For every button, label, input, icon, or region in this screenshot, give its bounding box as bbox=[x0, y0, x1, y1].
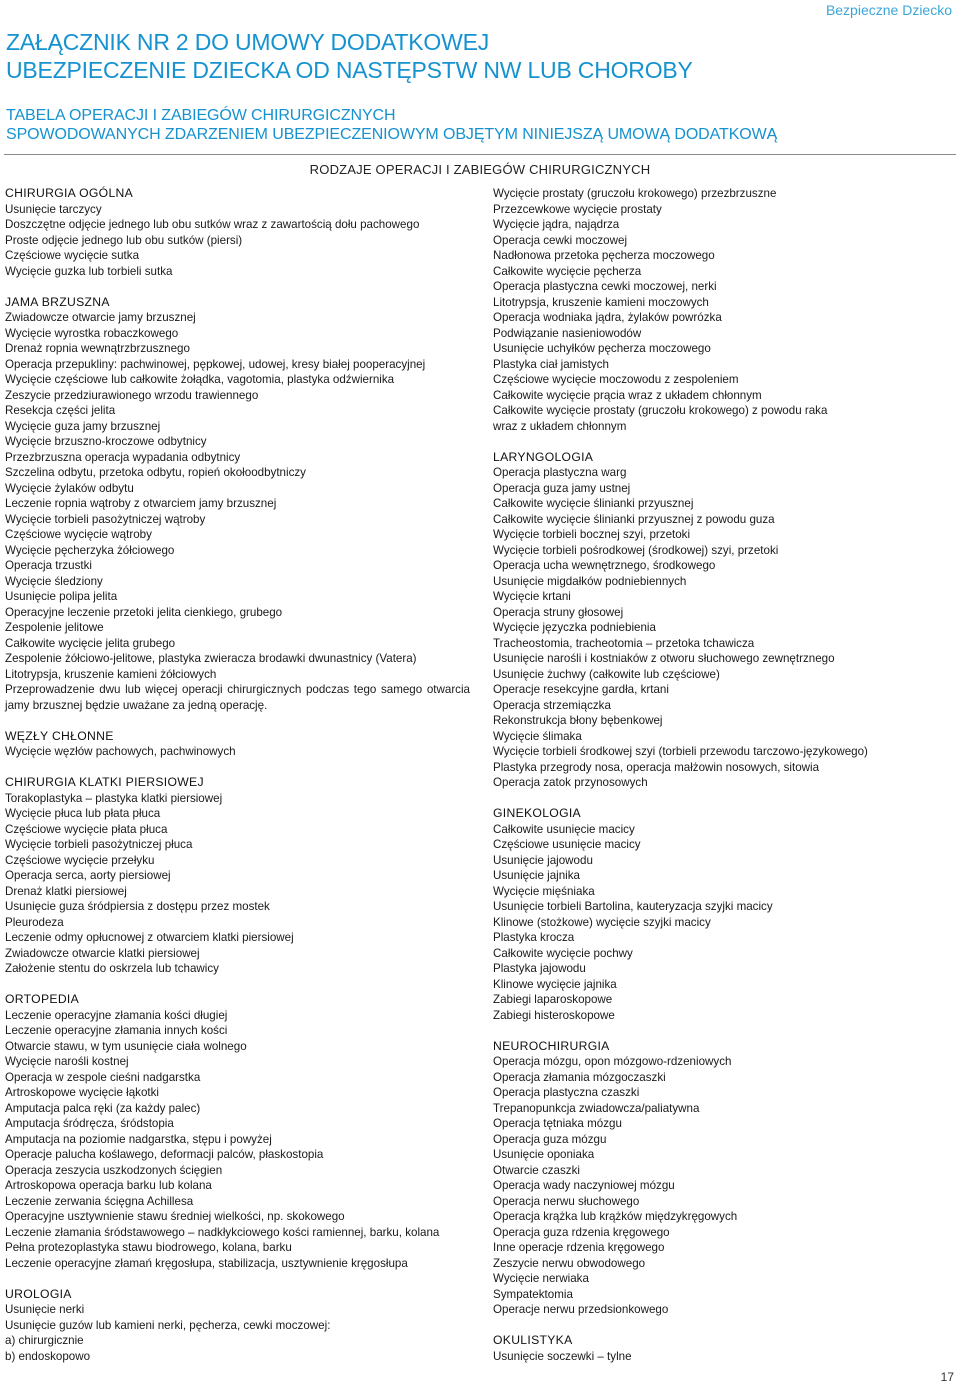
procedure-item: Wycięcie guzka lub torbieli sutka bbox=[5, 264, 173, 278]
procedure-item: Wycięcie wyrostka robaczkowego bbox=[5, 326, 179, 340]
procedure-list bbox=[5, 1008, 470, 1272]
procedure-item: Usunięcie soczewki – tylne bbox=[493, 1349, 632, 1363]
procedure-item: Wycięcie częściowe lub całkowite żołądka, vagotomia, plastyka odźwiernika bbox=[5, 373, 395, 386]
procedure-item: Inne operacje rdzenia kręgowego bbox=[493, 1241, 665, 1254]
section-title: LARYNGOLOGIA bbox=[493, 449, 594, 464]
procedure-item: wraz z układem chłonnym bbox=[493, 419, 627, 433]
section-title: OKULISTYKA bbox=[493, 1333, 573, 1347]
procedure-list bbox=[493, 1054, 933, 1318]
procedure-item: Operacja cewki moczowej bbox=[493, 233, 628, 247]
procedure-item: Operacja guza rdzenia kręgowego bbox=[493, 1225, 670, 1239]
procedure-item: Operacja zatok przynosowych bbox=[493, 776, 648, 789]
procedure-item: b) endoskopowo bbox=[5, 1349, 91, 1363]
procedure-item: Wycięcie krtani bbox=[493, 590, 571, 603]
procedure-item: Sympatektomia bbox=[493, 1287, 573, 1301]
procedure-item: Drenaż ropnia wewnątrzbrzusznego bbox=[5, 342, 190, 355]
subtitle-line: SPOWODOWANYCH ZDARZENIEM UBEZPIECZENIOWYM OBJĘTYM NINIEJSZĄ UMOWĄ DODATKOWĄ bbox=[6, 126, 778, 143]
procedure-item: Operacja wodniaka jądra, żylaków powrózka bbox=[493, 311, 722, 324]
procedure-item: Zwiadowcze otwarcie jamy brzusznej bbox=[5, 311, 196, 324]
procedure-item: Plastyka krocza bbox=[493, 931, 575, 944]
section-neurochirurgia bbox=[493, 1039, 933, 1318]
procedure-item: Leczenie operacyjne złamania kości długiej bbox=[5, 1008, 228, 1022]
section-title: WĘZŁY CHŁONNE bbox=[5, 728, 114, 743]
procedure-list bbox=[5, 310, 470, 682]
procedure-item: Operacje resekcyjne gardła, krtani bbox=[493, 683, 669, 696]
document-title bbox=[6, 28, 826, 84]
section-title: NEUROCHIRURGIA bbox=[493, 1038, 610, 1053]
procedure-list bbox=[5, 744, 470, 760]
procedure-item: Usunięcie guzów lub kamieni nerki, pęcherza, cewki moczowej: bbox=[5, 1318, 331, 1332]
procedure-item: Operacja mózgu, opon mózgowo-rdzeniowych bbox=[493, 1055, 732, 1068]
procedure-item: Otwarcie stawu, w tym usunięcie ciała wolnego bbox=[5, 1039, 247, 1053]
procedure-item: Klinowe wycięcie jajnika bbox=[493, 977, 617, 991]
procedure-list bbox=[5, 791, 470, 977]
section-urologia bbox=[5, 1287, 470, 1365]
procedure-item: Trepanopunkcja zwiadowcza/paliatywna bbox=[493, 1101, 700, 1115]
procedure-item: Operacja wady naczyniowej mózgu bbox=[493, 1179, 675, 1192]
procedure-item: Całkowite wycięcie pęcherza bbox=[493, 264, 642, 278]
procedure-item: Operacja strzemiączka bbox=[493, 698, 611, 712]
procedure-item: Amputacja śródręcza, śródstopia bbox=[5, 1117, 174, 1130]
section-title: CHIRURGIA OGÓLNA bbox=[5, 186, 134, 200]
subtitle-line: TABELA OPERACJI I ZABIEGÓW CHIRURGICZNYCH bbox=[6, 107, 396, 124]
procedure-list bbox=[5, 1302, 470, 1364]
procedure-item: Wycięcie torbieli bocznej szyi, przetoki bbox=[493, 528, 691, 541]
table-subtitle bbox=[6, 106, 906, 144]
procedure-item: Operacyjne leczenie przetoki jelita cienkiego, grubego bbox=[5, 605, 283, 619]
procedure-item: Nadłonowa przetoka pęcherza moczowego bbox=[493, 249, 715, 262]
procedure-item: Usunięcie jajowodu bbox=[493, 853, 593, 867]
procedure-item: Resekcja części jelita bbox=[5, 404, 116, 417]
procedure-item: Wycięcie torbieli środkowej szyi (torbieli przewodu tarczowo-językowego) bbox=[493, 745, 868, 758]
procedure-item: Zeszycie nerwu obwodowego bbox=[493, 1256, 646, 1270]
procedure-item: Podwiązanie nasieniowodów bbox=[493, 326, 642, 340]
procedure-item: Operacja tętniaka mózgu bbox=[493, 1117, 622, 1130]
procedure-item: Wycięcie torbieli pasożytniczej wątroby bbox=[5, 512, 206, 526]
procedure-item: Usunięcie tarczycy bbox=[5, 202, 102, 216]
procedure-item: Klinowe (stożkowe) wycięcie szyjki macicy bbox=[493, 915, 711, 929]
procedure-item: Wycięcie brzuszno-kroczowe odbytnicy bbox=[5, 435, 207, 448]
procedure-item: Przezbrzuszna operacja wypadania odbytnicy bbox=[5, 450, 241, 464]
procedure-list bbox=[493, 822, 933, 1024]
procedure-item: Litotrypsja, kruszenie kamieni żółciowych bbox=[5, 667, 217, 681]
procedure-item: Operacja struny głosowej bbox=[493, 605, 624, 619]
procedure-item: Całkowite wycięcie ślinianki przyusznej z powodu guza bbox=[493, 512, 775, 526]
procedure-item: Amputacja palca ręki (za każdy palec) bbox=[5, 1101, 201, 1115]
procedure-item: Leczenie operacyjne złamania innych kości bbox=[5, 1024, 228, 1037]
procedure-item: Usunięcie jajnika bbox=[493, 869, 580, 882]
procedure-item: Leczenie ropnia wątroby z otwarciem jamy brzusznej bbox=[5, 497, 277, 510]
procedure-item: Zespolenie jelitowe bbox=[5, 621, 104, 634]
page-number: 17 bbox=[940, 1370, 954, 1384]
procedure-item: Operacje palucha koślawego, deformacji palców, płaskostopia bbox=[5, 1148, 324, 1161]
procedure-item: Usunięcie oponiaka bbox=[493, 1148, 595, 1161]
section-laryngologia bbox=[493, 450, 933, 791]
procedure-item: Operacyjne usztywnienie stawu średniej wielkości, np. skokowego bbox=[5, 1210, 345, 1223]
procedure-item: Usunięcie polipa jelita bbox=[5, 590, 118, 603]
procedure-item: Litotrypsja, kruszenie kamieni moczowych bbox=[493, 295, 709, 309]
procedure-item: Częściowe wycięcie płata płuca bbox=[5, 822, 168, 836]
title-line: ZAŁĄCZNIK NR 2 DO UMOWY DODATKOWEJ bbox=[6, 29, 490, 55]
procedure-item: Usunięcie guza śródpiersia z dostępu przez mostek bbox=[5, 900, 270, 913]
procedure-item: Całkowite usunięcie macicy bbox=[493, 822, 635, 836]
procedure-item: Operacja trzustki bbox=[5, 559, 92, 572]
procedure-item: Usunięcie narośli i kostniaków z otworu słuchowego zewnętrznego bbox=[493, 652, 835, 665]
procedure-item: Operacja plastyczna cewki moczowej, nerki bbox=[493, 280, 717, 293]
procedure-item: Usunięcie uchyłków pęcherza moczowego bbox=[493, 342, 711, 355]
procedure-item: Wycięcie guza jamy brzusznej bbox=[5, 419, 161, 433]
procedure-list bbox=[493, 186, 933, 434]
procedure-item: Wycięcie ślimaka bbox=[493, 729, 582, 743]
procedure-item: Zabiegi laparoskopowe bbox=[493, 993, 613, 1006]
section-title: UROLOGIA bbox=[5, 1286, 72, 1301]
procedure-item: Wycięcie narośli kostnej bbox=[5, 1055, 129, 1068]
title-line: UBEZPIECZENIE DZIECKA OD NASTĘPSTW NW LUB CHOROBY bbox=[6, 57, 693, 83]
section-okulistyka bbox=[493, 1333, 933, 1364]
procedure-item: Częściowe wycięcie moczowodu z zespoleniem bbox=[493, 373, 739, 386]
procedure-item: Doszczętne odjęcie jednego lub obu sutków wraz z zawartością dołu pachowego bbox=[5, 218, 420, 231]
procedure-list bbox=[493, 465, 933, 791]
procedure-item: Całkowite wycięcie ślinianki przyusznej bbox=[493, 497, 694, 510]
procedure-item: Zespolenie żółciowo-jelitowe, plastyka zwieracza brodawki dwunastnicy (Vatera) bbox=[5, 652, 417, 665]
procedure-item: Częściowe wycięcie wątroby bbox=[5, 528, 152, 541]
procedure-item: Usunięcie migdałków podniebiennych bbox=[493, 574, 687, 588]
procedure-item: Wycięcie mięśniaka bbox=[493, 884, 595, 898]
procedure-item: Częściowe usunięcie macicy bbox=[493, 838, 641, 851]
section-ginekologia bbox=[493, 806, 933, 1023]
section-wezly-chlonne bbox=[5, 729, 470, 760]
procedure-item: Proste odjęcie jednego lub obu sutków (piersi) bbox=[5, 233, 243, 247]
procedure-item: Artroskopowe wycięcie łąkotki bbox=[5, 1086, 159, 1099]
procedure-item: Operacja ucha wewnętrznego, środkowego bbox=[493, 559, 716, 572]
procedure-item: Wycięcie żylaków odbytu bbox=[5, 481, 134, 495]
section-title: CHIRURGIA KLATKI PIERSIOWEJ bbox=[5, 775, 204, 789]
procedure-item: Amputacja na poziomie nadgarstka, stępu i powyżej bbox=[5, 1132, 272, 1146]
procedure-item: Leczenie zerwania ścięgna Achillesa bbox=[5, 1194, 194, 1208]
section-jama-brzuszna bbox=[5, 295, 470, 714]
procedure-list bbox=[5, 202, 470, 280]
procedure-item: Operacja guza jamy ustnej bbox=[493, 481, 631, 495]
procedure-item: Otwarcie czaszki bbox=[493, 1163, 580, 1177]
brand-label: Bezpieczne Dziecko bbox=[825, 2, 952, 18]
procedure-item: Całkowite wycięcie jelita grubego bbox=[5, 636, 176, 650]
procedure-item: Wycięcie torbieli pasożytniczej płuca bbox=[5, 838, 193, 851]
procedure-item: Wycięcie jądra, najądrza bbox=[493, 218, 620, 231]
procedure-item: Wycięcie węzłów pachowych, pachwinowych bbox=[5, 745, 236, 758]
procedure-item: Drenaż klatki piersiowej bbox=[5, 884, 127, 898]
procedure-item: Częściowe wycięcie sutka bbox=[5, 249, 140, 262]
procedure-item: Operacja serca, aorty piersiowej bbox=[5, 869, 171, 882]
procedure-item: Wycięcie pęcherzyka żółciowego bbox=[5, 543, 175, 557]
procedure-item: Częściowe wycięcie przełyku bbox=[5, 853, 155, 867]
procedure-item: Plastyka jajowodu bbox=[493, 962, 586, 975]
procedure-item: Założenie stentu do oskrzela lub tchawicy bbox=[5, 962, 219, 975]
procedure-item: Wycięcie nerwiaka bbox=[493, 1272, 589, 1285]
procedure-item: Usunięcie torbieli Bartolina, kauteryzacja szyjki macicy bbox=[493, 900, 773, 913]
procedure-item: Usunięcie nerki bbox=[5, 1303, 85, 1316]
procedure-item: Operacja w zespole cieśni nadgarstka bbox=[5, 1070, 201, 1084]
procedure-item: Operacja nerwu słuchowego bbox=[493, 1194, 640, 1208]
procedure-item: Leczenie złamania śródstawowego – nadkłykciowego kości ramiennej, barku, kolana bbox=[5, 1225, 440, 1239]
procedure-item: Wycięcie prostaty (gruczołu krokowego) przezbrzuszne bbox=[493, 187, 777, 200]
section-title: GINEKOLOGIA bbox=[493, 806, 581, 820]
section-note: Przeprowadzenie dwu lub więcej operacji chirurgicznych podczas tego samego otwarcia jamy brzusznej będzie uważane za jedną operację. bbox=[5, 683, 470, 712]
procedure-item: Operacja plastyczna czaszki bbox=[493, 1086, 640, 1099]
procedure-item: Wycięcie języczka podniebienia bbox=[493, 621, 656, 634]
left-column bbox=[5, 186, 470, 1380]
procedure-list bbox=[493, 1349, 933, 1365]
procedure-item: Operacja krążka lub krążków międzykręgowych bbox=[493, 1210, 738, 1223]
procedure-item: Rekonstrukcja błony bębenkowej bbox=[493, 714, 663, 727]
procedure-item: Operacje nerwu przedsionkowego bbox=[493, 1303, 669, 1316]
procedure-item: Przezcewkowe wycięcie prostaty bbox=[493, 202, 662, 216]
procedure-item: Operacja przepukliny: pachwinowej, pępkowej, udowej, kresy białej pooperacyjnej bbox=[5, 357, 426, 371]
section-title: ORTOPEDIA bbox=[5, 992, 80, 1006]
procedure-item: Pełna protezoplastyka stawu biodrowego, kolana, barku bbox=[5, 1241, 292, 1254]
section-chirurgia-klatki-piersiowej bbox=[5, 775, 470, 977]
procedure-item: Tracheostomia, tracheotomia – przetoka tchawicza bbox=[493, 636, 755, 650]
procedure-item: Zeszycie przedziurawionego wrzodu trawiennego bbox=[5, 388, 259, 402]
procedure-item: Operacja zeszycia uszkodzonych ścięgien bbox=[5, 1163, 223, 1177]
section-continued bbox=[493, 186, 933, 434]
procedure-item: Operacja złamania mózgoczaszki bbox=[493, 1070, 666, 1084]
right-column bbox=[493, 186, 933, 1380]
section-chirurgia-ogolna bbox=[5, 186, 470, 279]
procedure-item: Zwiadowcze otwarcie klatki piersiowej bbox=[5, 946, 200, 960]
procedure-item: Wycięcie śledziony bbox=[5, 574, 103, 588]
column-heading: RODZAJE OPERACJI I ZABIEGÓW CHIRURGICZNYCH bbox=[309, 162, 651, 177]
procedure-item: Artroskopowa operacja barku lub kolana bbox=[5, 1179, 212, 1192]
procedure-item: Usunięcie żuchwy (całkowite lub częściowe) bbox=[493, 667, 720, 681]
section-ortopedia bbox=[5, 992, 470, 1271]
procedure-item: Plastyka ciał jamistych bbox=[493, 357, 609, 371]
procedure-item: Wycięcie płuca lub płata płuca bbox=[5, 807, 161, 820]
procedure-item: Leczenie odmy opłucnowej z otwarciem klatki piersiowej bbox=[5, 931, 294, 944]
procedure-item: Leczenie operacyjne złamań kręgosłupa, stabilizacja, usztywnienie kręgosłupa bbox=[5, 1256, 408, 1270]
section-title: JAMA BRZUSZNA bbox=[5, 294, 110, 309]
procedure-item: Całkowite wycięcie pochwy bbox=[493, 946, 633, 960]
header-divider bbox=[4, 154, 956, 155]
procedure-item: Wycięcie torbieli pośrodkowej (środkowej) szyi, przetoki bbox=[493, 543, 779, 557]
procedure-item: Operacja plastyczna warg bbox=[493, 466, 627, 479]
procedure-item: Operacja guza mózgu bbox=[493, 1132, 607, 1146]
procedure-item: Zabiegi histeroskopowe bbox=[493, 1008, 615, 1022]
procedure-item: a) chirurgicznie bbox=[5, 1334, 84, 1347]
procedure-item: Całkowite wycięcie prącia wraz z układem chłonnym bbox=[493, 388, 762, 402]
procedure-item: Pleurodeza bbox=[5, 915, 64, 929]
procedure-item: Plastyka przegrody nosa, operacja małżowin nosowych, sitowia bbox=[493, 760, 820, 774]
procedure-item: Całkowite wycięcie prostaty (gruczołu krokowego) z powodu raka bbox=[493, 404, 828, 417]
procedure-item: Szczelina odbytu, przetoka odbytu, ropień okołoodbytniczy bbox=[5, 466, 306, 479]
procedure-item: Torakoplastyka – plastyka klatki piersiowej bbox=[5, 791, 223, 805]
